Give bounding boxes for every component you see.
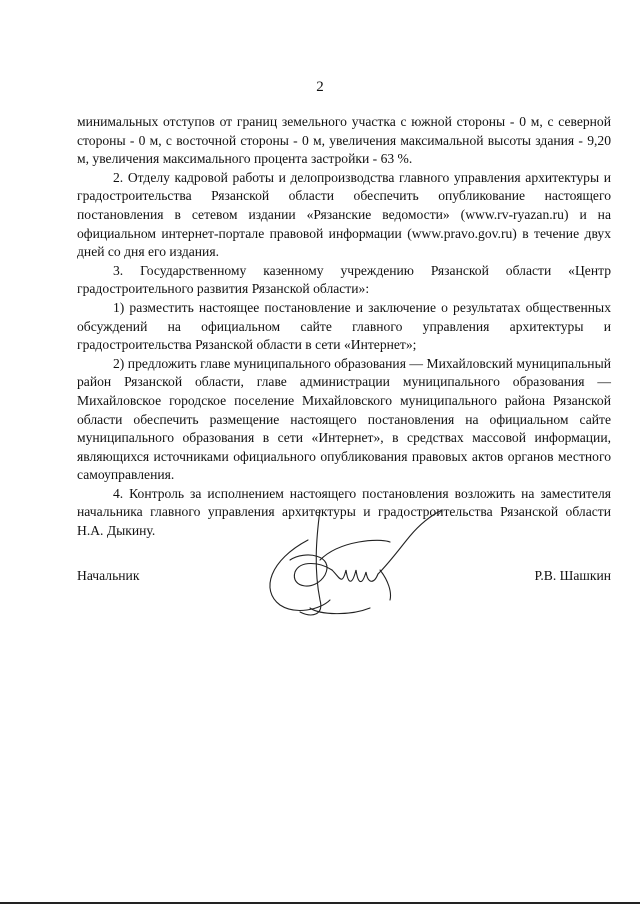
paragraph-subitem-2: 2) предложить главе муниципального образования — Михайловский муниципальный район Рязанской области, главе администрации муниципального образования — Михайловское городское поселение Михайловского муниципального района Рязанской области обеспечить размещение настоящего постановления на официальном сайте муниципального образования в сети «Интернет», в средствах массовой информации, являющихся источниками официального опубликования правовых актов органов местного самоуправления. <box>77 355 611 483</box>
page-bottom-edge <box>0 902 640 904</box>
page-number: 2 <box>316 79 324 95</box>
paragraph-item-4: 4. Контроль за исполнением настоящего постановления возложить на заместителя начальника главного управления архитектуры и градостроительства Рязанской области Н.А. Дыкину. <box>77 485 611 539</box>
paragraph-item-2: 2. Отделу кадровой работы и делопроизводства главного управления архитектуры и градостроительства Рязанской области обеспечить опубликование настоящего постановления в сетевом издании «Рязанские ведомости» (www.rv-ryazan.ru) и на официальном интернет-портале правовой информации (www.pravo.gov.ru) в течение двух дней со дня его издания. <box>77 169 611 260</box>
handwritten-signature <box>250 500 450 625</box>
paragraph-subitem-1: 1) разместить настоящее постановление и заключение о результатах общественных обсуждений на официальном сайте главного управления архитектуры и градостроительства Рязанской области в сети «Интернет»; <box>77 299 611 353</box>
paragraph-item-3: 3. Государственному казенному учреждению Рязанской области «Центр градостроительного развития Рязанской области»: <box>77 262 611 297</box>
document-body <box>77 113 611 541</box>
signatory-title: Начальник <box>77 568 140 583</box>
paragraph-continuation: минимальных отступов от границ земельного участка с южной стороны - 0 м, с северной стороны - 0 м, с восточной стороны - 0 м, увеличения максимальной высоты здания - 9,20 м, увеличения максимального процента застройки - 63 %. <box>77 114 611 167</box>
signatory-name: Р.В. Шашкин <box>534 568 611 583</box>
